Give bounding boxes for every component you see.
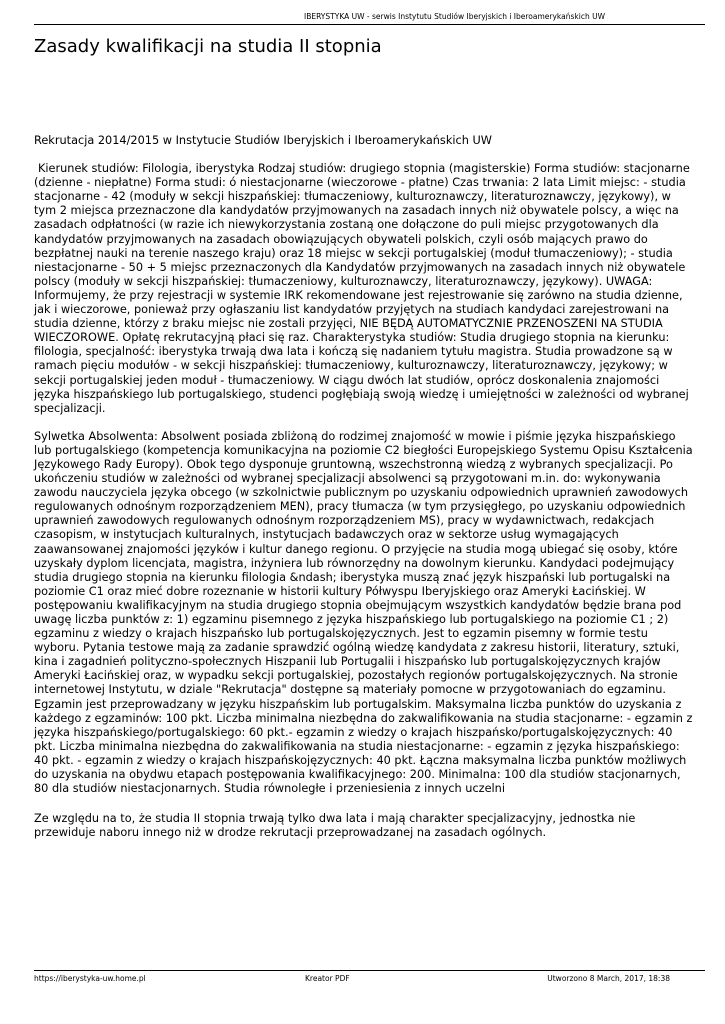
graduate-profile-paragraph: Sylwetka Absolwenta: Absolwent posiada zbliżoną do rodzimej znajomość w mowie i piśmie języka hiszpańskiego lub portugalskiego (kompetencja komunikacyjna na poziomie C2 biegłości Europejskiego Systemu Opisu Kształcenia Językowego Rady Europy). Obok tego dysponuje gruntowną, wszechstronną wiedzą z wybranych specjalizacji. Po ukończeniu studiów w zależności od wybranej specjalizacji absolwenci są przygotowani m.in. do: wykonywania zawodu nauczyciela języka obcego (w szkolnictwie publicznym po uzyskaniu odpowiednich uprawnień zawodowych regulowanych odnośnym rozporządzeniem MEN), pracy tłumacza (w tym przysięgłego, po uzyskaniu odpowiednich uprawnień zawodowych regulowanych odnośnym rozporządzeniem MS), pracy w wydawnictwach, redakcjach czasopism, w instytucjach kulturalnych, instytucjach badawczych oraz w sektorze usług wymagających zaawansowanej znajomości języków i kultur danego regionu. O przyjęcie na studia mogą ubiegać się osoby, które uzyskały dyplom licencjata, magistra, inżyniera lub równorzędny na dowolnym kierunku. Kandydaci podejmujący studia drugiego stopnia na kierunku filologia &ndash; iberystyka muszą znać język hiszpański lub portugalski na poziomie C1 oraz mieć dobre rozeznanie w historii kultury Półwyspu Iberyjskiego oraz Ameryki Łacińskiej. W postępowaniu kwalifikacyjnym na studia drugiego stopnia obejmującym wszystkich kandydatów będzie brana pod uwagę liczba punktów z: 1) egzaminu pisemnego z języka hiszpańskiego lub portugalskiego na poziomie C1 ; 2) egzaminu z wiedzy o krajach hiszpańsko lub portugalskojęzycznych. Jest to egzamin pisemny w formie testu wyboru. Pytania testowe mają za zadanie sprawdzić ogólną wiedzę kandydata z zakresu historii, literatury, sztuki, kina i zagadnień polityczno-społecznych Hiszpanii lub Portugalii i hiszpańsko lub portugalskojęzycznych krajów Ameryki Łacińskiej oraz, w wypadku sekcji portugalskiej, pozostałych regionów portugalskojęzycznych. Na stronie internetowej Instytutu, w dziale "Rekrutacja" dostępne są materiały pomocne w przygotowaniach do egzaminu. Egzamin jest przeprowadzany w języku hiszpańskim lub portugalskim. Maksymalna liczba punktów do uzyskania z każdego z egzaminów: 100 pkt. Liczba minimalna niezbędna do zakwalifikowania na studia stacjonarne: - egzamin z języka hiszpańskiego/portugalskiego: 60 pkt.- egzamin z wiedzy o krajach hiszpańsko/portugalskojęzycznych: 40 pkt. Liczba minimalna niezbędna do zakwalifikowania na studia niestacjonarne: - egzamin z języka hiszpańskiego: 40 pkt. - egzamin z wiedzy o krajach hiszpańskojęzycznych: 40 pkt. Łączna maksymalna liczba punktów możliwych do uzyskania na obydwu etapach postępowania kwalifikacyjnego: 200. Minimalna: 100 dla studiów stacjonarnych, 80 dla studiów niestacjonarnych. Studia równoległe i przeniesienia z innych uczelni bbox=[34, 429, 693, 796]
footer-created-date: Utworzono 8 March, 2017, 18:38 bbox=[547, 974, 670, 983]
header-divider bbox=[34, 24, 705, 25]
page-title: Zasady kwalifikacji na studia II stopnia bbox=[34, 36, 382, 57]
intro-line: Rekrutacja 2014/2015 w Instytucie Studiów Iberyjskich i Iberoamerykańskich UW bbox=[34, 134, 492, 147]
footer-url: https://iberystyka-uw.home.pl bbox=[34, 974, 146, 983]
transfer-paragraph: Ze względu na to, że studia II stopnia trwają tylko dwa lata i mają charakter specjalizacyjny, jednostka nie przewiduje naboru innego niż w drodze rekrutacji przeprowadzanej na zasadach ogólnych. bbox=[34, 812, 636, 840]
document-body bbox=[34, 134, 694, 840]
footer-generator: Kreator PDF bbox=[305, 974, 350, 983]
study-details-paragraph: Kierunek studiów: Filologia, iberystyka Rodzaj studiów: drugiego stopnia (magisterskie) Forma studiów: stacjonarne (dzienne - niepłatne) Forma studi: ó niestacjonarne (wieczorowe - płatne) Czas trwania: 2 lata Limit miejsc: - studia stacjonarne - 42 (moduły w sekcji hiszpańskiej: tłumaczeniowy, kulturoznawczy, literaturoznawczy, językowy), w tym 2 miejsca przeznaczone dla kandydatów przyjmowanych na zasadach innych niż obywatele polscy, a więc na zasadach odpłatności (w razie ich niewykorzystania zostaną one dołączone do puli miejsc przygotowanych dla kandydatów przyjmowanych na zasadach obowiązujących obywateli polskich, czyli osób mających prawo do bezpłatnej nauki na terenie naszego kraju) oraz 18 miejsc w sekcji portugalskiej (moduł tłumaczeniowy); - studia niestacjonarne - 50 + 5 miejsc przeznaczonych dla Kandydatów przyjmowanych na zasadach innych niż obywatele polscy (moduły w sekcji hiszpańskiej: tłumaczeniowy, kulturoznawczy, literaturoznawczy, językowy). UWAGA: Informujemy, że przy rejestracji w systemie IRK rekomendowane jest rejestrowanie się zarówno na studia dzienne, jak i wieczorowe, ponieważ przy ogłaszaniu list kandydatów przyjętych na studiach kandydaci zarejestrowani na studia dzienne, którzy z braku miejsc nie zostali przyjęci, NIE BĘDĄ AUTOMATYCZNIE PRZENOSZENI NA STUDIA WIECZOROWE. Opłatę rekrutacyjną płaci się raz. Charakterystyka studiów: Studia drugiego stopnia na kierunku: filologia, specjalność: iberystyka trwają dwa lata i kończą się nadaniem tytułu magistra. Studia prowadzone są w ramach pięciu modułów - w sekcji hiszpańskiej: tłumaczeniowy, kulturoznawczy, literaturoznawczy, językowy; w sekcji portugalskiej jeden moduł - tłumaczeniowy. W ciągu dwóch lat studiów, oprócz doskonalenia znajomości języka hiszpańskiego lub portugalskiego, studenci pogłębiają swoją wiedzę i umiejętności w zależności od wybranej specjalizacji. bbox=[34, 162, 690, 415]
page-header: IBERYSTYKA UW - serwis Instytutu Studiów Iberyjskich i Iberoamerykańskich UW bbox=[303, 12, 605, 21]
footer-divider bbox=[34, 970, 705, 971]
